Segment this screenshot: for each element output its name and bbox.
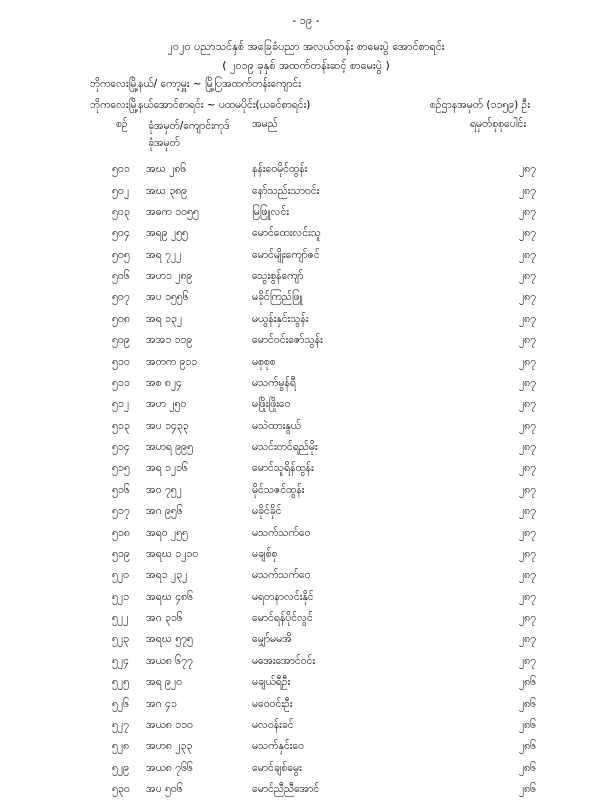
exam-center-label: စဉ်ဌာနအမှတ် (၁၁၅၉) ဦး — [429, 99, 530, 111]
table-row — [112, 523, 536, 544]
row-score: ၂၈၇ — [518, 355, 536, 368]
row-number: ၅၀၇ — [112, 291, 130, 304]
row-seat-number: အရ၁ ၂၃၂ — [146, 569, 188, 582]
row-seat-number: အရ ၁၃၂ — [146, 312, 182, 325]
row-student-name: မသက်သက်ဝေ — [252, 526, 311, 539]
row-score: ၂၈၆ — [518, 718, 536, 731]
row-student-name: နော်သည်းသာဝင်း — [252, 184, 320, 197]
row-seat-number: အဂ ၉၅၆ — [146, 505, 183, 518]
column-header-score: ရမှတ်စုစုပေါင်း — [469, 118, 526, 130]
row-score: ၂၈၇ — [518, 633, 536, 646]
row-student-name: မြဖြူလင်း — [252, 205, 289, 218]
row-score: ၂၈၇ — [518, 612, 536, 625]
row-number: ၅၂၆ — [112, 697, 129, 710]
row-student-name: မသက်မွန်ရီ — [252, 376, 296, 389]
row-number: ၅၀၈ — [112, 312, 130, 325]
row-number: ၅၀၉ — [112, 334, 130, 347]
row-seat-number: အရ၉ ၂၅၅ — [146, 227, 188, 240]
row-seat-number: အရဃ ၅၇၅ — [146, 633, 193, 646]
row-score: ၂၈၇ — [518, 163, 536, 176]
row-student-name: မောင်မျိုးကျော်ဇင် — [252, 248, 320, 261]
row-seat-number: အဂ ၃၁၆ — [146, 612, 183, 625]
column-header-school-line2: ခုံအမှတ် — [148, 137, 180, 149]
row-number: ၅၀၆ — [112, 270, 130, 283]
row-seat-number: အဓက ၁၀၅၅ — [146, 205, 199, 218]
table-row — [112, 246, 536, 267]
row-number: ၅၂၀ — [112, 569, 129, 582]
row-score: ၂၈၇ — [518, 547, 536, 560]
row-student-name: မယွန်းနှင်းသွန်း — [252, 312, 309, 325]
row-seat-number: အပ ၁၄၃၃ — [146, 419, 189, 432]
row-score: ၂၈၇ — [518, 312, 536, 325]
row-score: ၂၈၇ — [518, 419, 536, 432]
row-seat-number: အအ၁ ၁၁၉ — [146, 334, 193, 347]
table-row — [112, 737, 536, 758]
row-number: ၅၀၁ — [112, 163, 130, 176]
results-table-body — [112, 160, 536, 801]
row-student-name: မောင်ဝင်းဇော်သွန်း — [252, 334, 323, 347]
row-number: ၅၁၄ — [112, 441, 130, 454]
table-row — [112, 673, 536, 694]
row-student-name: မျှော်မမအိ — [252, 633, 292, 646]
row-student-name: သွေးစွန်ကျော် — [252, 270, 304, 283]
table-row — [112, 181, 536, 202]
table-row — [112, 694, 536, 715]
table-row — [112, 288, 536, 309]
row-number: ၅၁၃ — [112, 419, 130, 432]
row-seat-number: အဝ ၇၅၂ — [146, 483, 182, 496]
table-row — [112, 609, 536, 630]
table-row — [112, 652, 536, 673]
table-row — [112, 481, 536, 502]
row-seat-number: အယ၈ ၇၆၆ — [146, 761, 193, 774]
row-student-name: မောင်ချစ်မွေး — [252, 761, 302, 774]
row-number: ၅၀၂ — [112, 184, 129, 197]
row-number: ၅၂၁ — [112, 590, 129, 603]
row-score: ၂၈၇ — [518, 398, 536, 411]
row-score: ၂၈၇ — [518, 590, 536, 603]
row-student-name: မချယ်ရီဦး — [252, 676, 291, 689]
location-heading: ဘိုကလေးမြို့နယ်/ ကော့မှူး ~ မြို့ပြအထက်တန်းကျောင်း — [90, 78, 301, 90]
table-row — [112, 331, 536, 352]
table-row — [112, 374, 536, 395]
column-header-no: စဉ် — [116, 118, 128, 130]
row-number: ၅၁၀ — [112, 355, 130, 368]
row-student-name: မသက်သက်ဝေ — [252, 569, 311, 582]
section-heading: ဘိုကလေးမြို့နယ်အောင်စာရင်း ~ ပထမပိုင်း(ယခင်စာရင်း) — [90, 99, 311, 111]
table-row — [112, 566, 536, 587]
row-number: ၅၁၈ — [112, 526, 130, 539]
row-number: ၅၁၁ — [112, 376, 130, 389]
row-seat-number: အရဃ ၁၂၁၀ — [146, 547, 199, 560]
row-seat-number: အဟ၁ ၂၈၉ — [146, 270, 193, 283]
row-score: ၂၈၇ — [518, 227, 536, 240]
row-number: ၅၂၃ — [112, 633, 129, 646]
row-number: ၅၁၆ — [112, 483, 130, 496]
column-header-name: အမည် — [252, 118, 278, 130]
row-seat-number: အဟရ ၉၉၅ — [146, 441, 193, 454]
row-number: ၅၂၄ — [112, 654, 129, 667]
row-number: ၅၀၄ — [112, 227, 130, 240]
row-student-name: မခိုင်ကြည်ဖြူ — [252, 291, 303, 304]
row-score: ၂၈၇ — [518, 569, 536, 582]
row-student-name: မရတနာလင်းနိုင် — [252, 590, 314, 603]
row-score: ၂၈၇ — [518, 483, 536, 496]
row-number: ၅၀၅ — [112, 248, 130, 261]
row-student-name: မဖြိုးဖြိုးဝေ — [252, 398, 291, 411]
row-student-name: မသင်းတင်ရည်မိုး — [252, 441, 318, 454]
row-seat-number: အယ၈ ၁၁၀ — [146, 718, 193, 731]
row-score: ၂၈၇ — [518, 526, 536, 539]
row-student-name: မလဝန်းခင် — [252, 718, 294, 731]
table-row — [112, 395, 536, 416]
row-student-name: မအေးအောင်ဝင်း — [252, 654, 316, 667]
row-score: ၂၈၇ — [518, 505, 536, 518]
table-row — [112, 224, 536, 245]
row-student-name: မောင်သူရိန်ထွန်း — [252, 462, 314, 475]
table-row — [112, 630, 536, 651]
row-score: ၂၈၇ — [518, 270, 536, 283]
row-student-name: မချစ်စု — [252, 547, 278, 560]
table-row — [112, 588, 536, 609]
row-student-name: မဝေဝင်းဦး — [252, 697, 293, 710]
table-row — [112, 780, 536, 801]
row-number: ၅၂၇ — [112, 718, 129, 731]
row-score: ၂၈၇ — [518, 441, 536, 454]
column-header-school-line1: ခုံအမှတ်/ကျောင်းကုဒ် — [148, 120, 230, 132]
row-score: ၂၈၆ — [518, 783, 536, 796]
row-number: ၅၂၅ — [112, 676, 129, 689]
row-student-name: မိုင်သဇင်ထွန်း — [252, 483, 305, 496]
row-number: ၅၂၈ — [112, 740, 130, 753]
row-number: ၅၂၂ — [112, 612, 129, 625]
row-seat-number: အရ ၉၂၀ — [146, 676, 182, 689]
table-row — [112, 267, 536, 288]
row-seat-number: အတက ၉၁၁ — [146, 355, 198, 368]
page-number: - ၁၉ - — [292, 14, 320, 27]
table-row — [112, 545, 536, 566]
table-row — [112, 716, 536, 737]
row-seat-number: အဟ ၂၅၀ — [146, 398, 187, 411]
row-score: ၂၈၇ — [518, 205, 536, 218]
row-student-name: မသက်နှင်းဝေ — [252, 740, 304, 753]
row-seat-number: အယ၈ ၆၇၇ — [146, 654, 193, 667]
document-title: ၂၀၂၀ ပညာသင်နှစ် အခြေခံပညာ အလယ်တန်း စာမေးပွဲ အောင်စာရင်း — [167, 40, 445, 53]
row-number: ၅၀၃ — [112, 205, 130, 218]
row-seat-number: အရ ၇၂၂ — [146, 248, 182, 261]
row-score: ၂၈၇ — [518, 376, 536, 389]
row-seat-number: အစ ၈၂၄ — [146, 376, 182, 389]
row-score: ၂၈၇ — [518, 462, 536, 475]
row-student-name: နန်းဝေမိုင်ထွန်း — [252, 163, 308, 176]
table-row — [112, 502, 536, 523]
row-number: ၅၁၉ — [112, 547, 130, 560]
row-seat-number: အဃ ၃၈၉ — [146, 184, 188, 197]
row-student-name: မခိုင်ခိုင် — [252, 505, 282, 518]
row-student-name: မသဲထားနွယ် — [252, 419, 301, 432]
row-seat-number: အဟ၈ ၂၃၃ — [146, 740, 193, 753]
document-subtitle: ( ၂၀၁၉ ခုနှစ် အထက်တန်းဆင့် စာမေးပွဲ ) — [222, 59, 390, 72]
row-student-name: မစုစုစ — [252, 355, 276, 368]
column-header-school — [148, 118, 230, 152]
table-row — [112, 459, 536, 480]
row-seat-number: အရ၀ ၂၅၅ — [146, 526, 188, 539]
row-score: ၂၈၇ — [518, 291, 536, 304]
row-score: ၂၈၇ — [518, 334, 536, 347]
row-number: ၅၃၀ — [112, 783, 130, 796]
table-row — [112, 203, 536, 224]
row-number: ၅၁၅ — [112, 462, 130, 475]
row-score: ၂၈၆ — [518, 676, 536, 689]
table-row — [112, 417, 536, 438]
row-number: ၅၁၂ — [112, 398, 129, 411]
row-score: ၂၈၆ — [518, 761, 536, 774]
row-student-name: မောင်ညီညီအောင် — [252, 783, 320, 796]
row-score: ၂၈၇ — [518, 248, 536, 261]
row-seat-number: အရဃ ၄၈၆ — [146, 590, 194, 603]
row-number: ၅၂၉ — [112, 761, 129, 774]
table-row — [112, 310, 536, 331]
row-student-name: မောင်ရန်ပိုင်လွင် — [252, 612, 313, 625]
row-seat-number: အဃ ၂၈၆ — [146, 163, 187, 176]
table-row — [112, 160, 536, 181]
row-student-name: မောင်ထေးလင်းသူ — [252, 227, 321, 240]
table-row — [112, 438, 536, 459]
row-seat-number: အပ ၁၅၅၆ — [146, 291, 189, 304]
table-row — [112, 759, 536, 780]
row-score: ၂၈၇ — [518, 654, 536, 667]
row-seat-number: အပ ၅၀၆ — [146, 783, 183, 796]
row-score: ၂၈၇ — [518, 184, 536, 197]
results-table — [112, 160, 536, 801]
row-score: ၂၈၆ — [518, 740, 536, 753]
row-seat-number: အရ ၁၂၁၆ — [146, 462, 188, 475]
row-number: ၅၁၇ — [112, 505, 130, 518]
row-score: ၂၈၆ — [518, 697, 536, 710]
table-row — [112, 352, 536, 373]
row-seat-number: အဂ ၄၁ — [146, 697, 177, 710]
